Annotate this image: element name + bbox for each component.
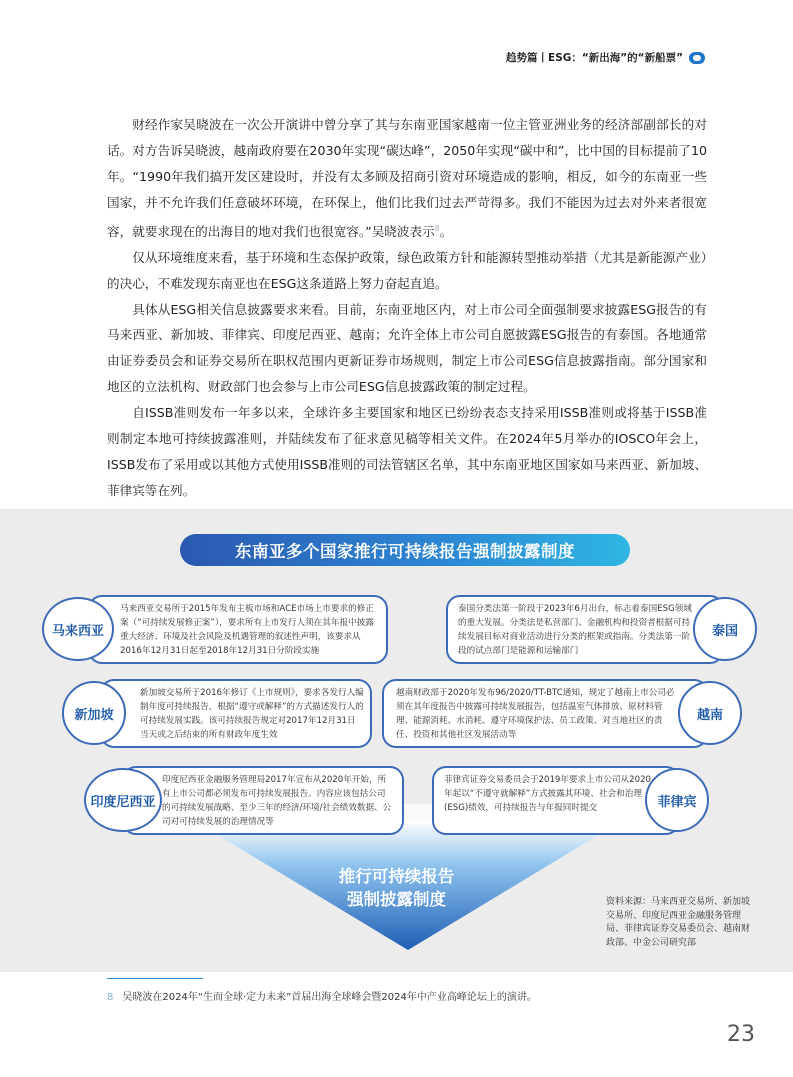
bubble-indonesia: 印度尼西亚 xyxy=(84,768,162,832)
card-vietnam xyxy=(382,679,708,748)
body-text xyxy=(107,112,707,504)
arrow-text-line2: 强制披露制度 xyxy=(347,890,446,909)
card-singapore xyxy=(100,679,372,748)
footnote-ref[interactable]: 8 xyxy=(434,223,440,233)
paragraph-2: 仅从环境维度来看，基于环境和生态保护政策，绿色政策方针和能源转型推动举措（尤其是新能源产业）的决心，不难发现东南亚也在ESG这条道路上努力奋起直追。 xyxy=(107,249,707,291)
infographic-title: 东南亚多个国家推行可持续报告强制披露制度 xyxy=(180,534,630,566)
card-text: 菲律宾证券交易委员会于2019年要求上市公司从2020年起以“不遵守就解释”方式披露其环境、社会和治理(ESG)绩效，可持续报告与年报同时提交 xyxy=(444,775,652,813)
section-title: 趋势篇丨ESG：“新出海”的“新船票” xyxy=(506,52,683,64)
section-logo-icon xyxy=(689,52,705,64)
card-text: 马来西亚交易所于2015年发布主板市场和ACE市场上市要求的修正案（“可持续发展修正案”），要求所有上市发行人须在其年报中披露重大经济、环境及社会风险及机遇管理的叙述性声明，该要求从2016年12月31日起至2018年12月31日分阶段实施 xyxy=(120,604,374,656)
source-note: 资料来源：马来西亚交易所、新加坡交易所、印度尼西亚金融服务管理局、菲律宾证券交易委员会、越南财政部、中金公司研究部 xyxy=(606,897,751,948)
footnote xyxy=(107,988,537,1003)
card-text: 泰国分类法第一阶段于2023年6月出台，标志着泰国ESG领域的重大发展。分类法是私营部门、金融机构和投资者根据可持续发展目标对商业活动进行分类的框架或指南。分类法第一阶段的试点部门是能源和运输部门 xyxy=(458,604,692,656)
paragraph-3: 具体从ESG相关信息披露要求来看。目前，东南亚地区内，对上市公司全面强制要求披露ESG报告的有马来西亚、新加坡、菲律宾、印度尼西亚、越南；允许全体上市公司自愿披露ESG报告的有泰国。各地通常由证券委员会和证券交易所在职权范围内更新证券市场规则，制定上市公司ESG信息披露指南。部分国家和地区的立法机构、财政部门也会参与上市公司ESG信息披露政策的制定过程。 xyxy=(107,301,707,395)
bubble-singapore: 新加坡 xyxy=(62,681,126,745)
footnote-text: 吴晓波在2024年“生而全球·定力未来”首届出海全球峰会暨2024年中产业高峰论坛上的演讲。 xyxy=(122,992,537,1003)
bubble-vietnam: 越南 xyxy=(678,681,742,745)
page-header xyxy=(506,50,705,65)
card-thailand xyxy=(446,595,724,664)
arrow-text-line1: 推行可持续报告 xyxy=(338,867,455,886)
card-text: 印度尼西亚金融服务管理局2017年宣布从2020年开始，所有上市公司都必须发布可持续发展报告。内容应该包括公司的可持续发展战略、至少三年的经济/环境/社会绩效数据、公司对可持续发展的治理情况等 xyxy=(162,775,392,827)
footnote-number: 8 xyxy=(107,992,114,1003)
card-philippines xyxy=(432,766,680,835)
paragraph-1: 财经作家吴晓波在一次公开演讲中曾分享了其与东南亚国家越南一位主管亚洲业务的经济部副部长的对话。对方告诉吴晓波，越南政府要在2030年实现“碳达峰”，2050年实现“碳中和”，比中国的目标提前了10年。“1990年我们搞开发区建设时，并没有太多顾及招商引资对环境造成的影响，相反，如今的东南亚一些国家，并不允许我们任意破坏环境，在环保上，他们比我们过去严苛得多。我们不能因为过去对外来者很宽容，就要求现在的出海目的地对我们也很宽容。”吴晓波表示$^8$。 xyxy=(107,117,707,239)
card-malaysia xyxy=(88,595,388,664)
paragraph-4: 自ISSB准则发布一年多以来，全球许多主要国家和地区已纷纷表态支持采用ISSB准则或将基于ISSB准则制定本地可持续披露准则，并陆续发布了征求意见稿等相关文件。在2024年5月举办的IOSCO年会上，ISSB发布了采用或以其他方式使用ISSB准则的司法管辖区名单，其中东南亚地区国家如马来西亚、新加坡、菲律宾等在列。 xyxy=(107,405,707,498)
bubble-thailand: 泰国 xyxy=(693,597,757,661)
card-text: 新加坡交易所于2016年修订《上市规则》，要求各发行人编制年度可持续报告，根据“遵守或解释”的方式描述发行人的可持续发展实践。该可持续报告规定对2017年12月31日当天或之后结束的所有财政年度生效 xyxy=(140,688,364,740)
bubble-malaysia: 马来西亚 xyxy=(42,597,114,661)
page-number: 23 xyxy=(727,1022,755,1047)
card-indonesia xyxy=(122,766,404,835)
bubble-philippines: 菲律宾 xyxy=(645,768,709,832)
footnote-divider xyxy=(107,978,203,979)
card-text: 越南财政部于2020年发布96/2020/TT-BTC通知，规定了越南上市公司必须在其年度报告中披露可持续发展报告，包括温室气体排放、原材料管理、能源消耗、水消耗、遵守环境保护法、员工政策、对当地社区的责任、投资和其他社区发展活动等 xyxy=(396,688,675,740)
